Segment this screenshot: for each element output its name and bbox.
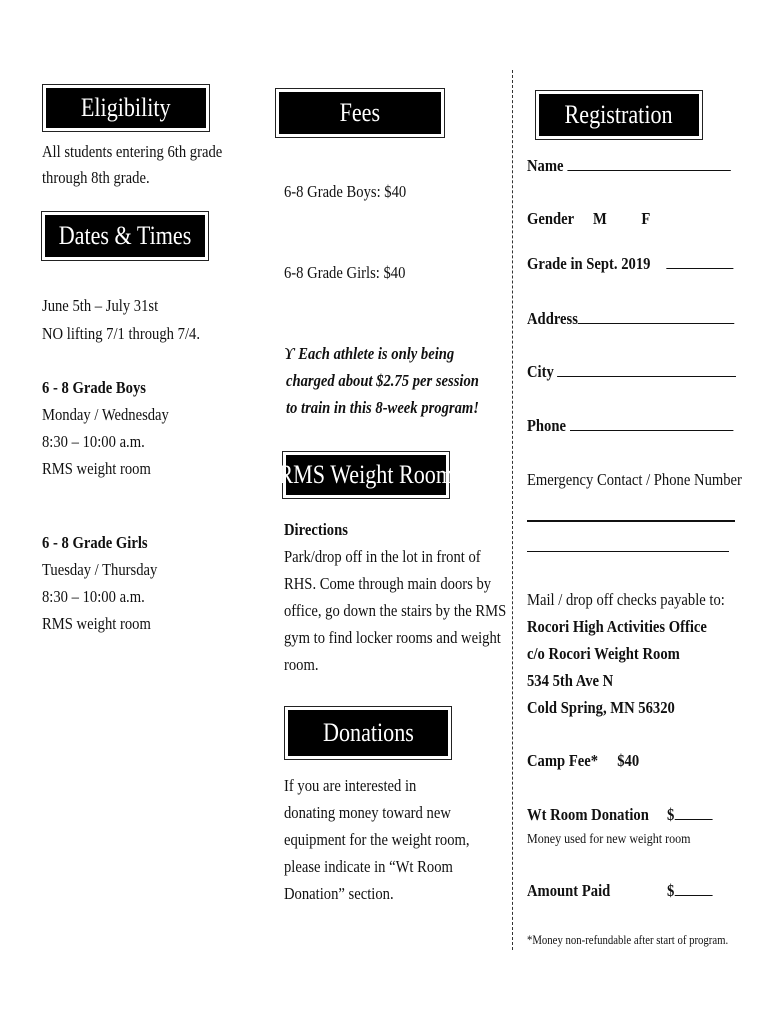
directions-line-1: Park/drop off in the lot in front of <box>284 547 481 566</box>
city-field[interactable] <box>527 358 736 385</box>
wt-room-donation-field[interactable] <box>667 801 712 828</box>
donations-line-4: please indicate in “Wt Room <box>284 857 453 876</box>
boys-time: 8:30 – 10:00 a.m. <box>42 432 145 451</box>
mail-line-2: c/o Rocori Weight Room <box>527 644 680 663</box>
directions-line-4: gym to find locker rooms and weight <box>284 628 501 647</box>
camp-fee-label: Camp Fee* <box>527 751 599 770</box>
girls-fee: 6-8 Grade Girls: $40 <box>284 263 406 282</box>
directions-line-5: room. <box>284 655 319 674</box>
registration-header-text: Registration <box>564 100 674 129</box>
wt-room-line[interactable] <box>674 805 712 820</box>
fees-header-text: Fees <box>339 98 381 127</box>
eligibility-header <box>42 84 210 132</box>
phone-label: Phone <box>527 416 566 435</box>
girls-days: Tuesday / Thursday <box>42 560 158 579</box>
gender-label: Gender <box>527 209 574 228</box>
mail-line-4: Cold Spring, MN 56320 <box>527 698 675 717</box>
address-field[interactable] <box>527 305 734 332</box>
amount-paid-line[interactable] <box>674 881 712 896</box>
donations-line-5: Donation” section. <box>284 884 394 903</box>
address-line[interactable] <box>578 309 735 324</box>
fee-note <box>284 340 454 367</box>
eligibility-header-text: Eligibility <box>81 93 171 122</box>
note-line-3: to train in this 8-week program! <box>286 398 479 417</box>
boys-days: Monday / Wednesday <box>42 405 169 424</box>
gender-m-option[interactable]: M <box>592 209 607 228</box>
boys-title: 6 - 8 Grade Boys <box>42 378 146 397</box>
camp-fee-value: $40 <box>617 751 640 770</box>
address-label: Address <box>527 309 578 328</box>
girls-title: 6 - 8 Grade Girls <box>42 533 148 552</box>
grade-line[interactable] <box>666 254 733 269</box>
grade-label: Grade in Sept. 2019 <box>527 254 651 273</box>
amount-paid-field[interactable] <box>667 877 712 904</box>
rms-weight-room-header-text: RMS Weight Room <box>278 460 454 489</box>
emergency-line-1[interactable] <box>527 520 735 522</box>
emergency-label: Emergency Contact / Phone Number <box>527 470 742 489</box>
wt-room-note: Money used for new weight room <box>527 832 691 847</box>
dates-times-header-text: Dates & Times <box>58 221 192 250</box>
note-symbol: ϒ <box>284 344 295 363</box>
amount-paid-label: Amount Paid <box>527 881 611 900</box>
directions-line-3: office, go down the stairs by the RMS <box>284 601 507 620</box>
donations-line-1: If you are interested in <box>284 776 417 795</box>
mail-line-3: 534 5th Ave N <box>527 671 614 690</box>
eligibility-text-2: through 8th grade. <box>42 168 150 187</box>
donations-line-2: donating money toward new <box>284 803 451 822</box>
girls-place: RMS weight room <box>42 614 151 633</box>
girls-time: 8:30 – 10:00 a.m. <box>42 587 145 606</box>
dates-line-2: NO lifting 7/1 through 7/4. <box>42 324 200 343</box>
donations-header <box>284 706 452 760</box>
boys-place: RMS weight room <box>42 459 151 478</box>
dates-line-1: June 5th – July 31st <box>42 296 159 315</box>
phone-line[interactable] <box>570 416 733 431</box>
fold-divider <box>512 70 513 950</box>
city-label: City <box>527 362 554 381</box>
gender-f-option[interactable]: F <box>641 209 651 228</box>
mail-line-1: Rocori High Activities Office <box>527 617 707 636</box>
city-line[interactable] <box>557 362 736 377</box>
wt-room-donation-label: Wt Room Donation <box>527 805 649 824</box>
amount-paid-dollar: $ <box>667 881 675 900</box>
camp-fee-row <box>527 747 639 774</box>
phone-field[interactable] <box>527 412 733 439</box>
registration-header <box>535 90 703 140</box>
emergency-line-2[interactable] <box>527 551 729 552</box>
grade-field[interactable] <box>527 250 733 277</box>
eligibility-text-1: All students entering 6th grade <box>42 142 223 161</box>
fees-header <box>275 88 445 138</box>
directions-title: Directions <box>284 520 348 539</box>
donations-header-text: Donations <box>322 718 414 747</box>
name-label: Name <box>527 156 564 175</box>
note-line-1: Each athlete is only being <box>298 344 455 363</box>
name-field[interactable] <box>527 152 731 179</box>
note-line-2: charged about $2.75 per session <box>286 371 479 390</box>
donations-line-3: equipment for the weight room, <box>284 830 470 849</box>
rms-weight-room-header <box>278 451 454 499</box>
mail-intro: Mail / drop off checks payable to: <box>527 590 725 609</box>
boys-fee: 6-8 Grade Boys: $40 <box>284 182 407 201</box>
name-line[interactable] <box>567 156 730 171</box>
wt-room-dollar: $ <box>667 805 675 824</box>
gender-field[interactable] <box>527 205 650 232</box>
dates-times-header <box>41 211 209 261</box>
footnote: *Money non-refundable after start of program. <box>527 933 729 947</box>
directions-line-2: RHS. Come through main doors by <box>284 574 492 593</box>
